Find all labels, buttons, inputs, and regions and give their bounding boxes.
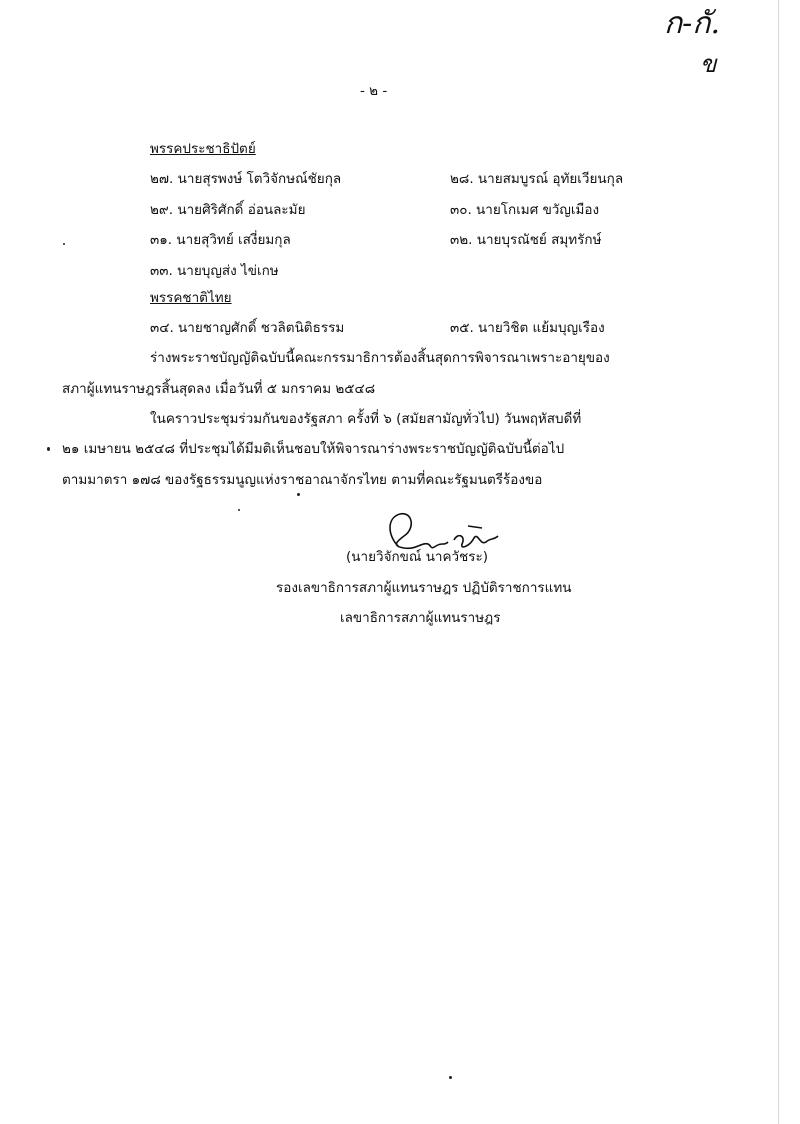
member-entry: ๒๗. นายสุรพงษ์ โตวิจักษณ์ชัยกุล [150,171,342,187]
signatory-name: (นายวิจักขณ์ นาควัชระ) [346,549,489,565]
party-heading-democrat: พรรคประชาธิปัตย์ [150,141,256,157]
scan-speck [47,447,50,451]
party-heading-chart-thai: พรรคชาติไทย [150,290,232,306]
paragraph-line: ตามมาตรา ๑๗๘ ของรัฐธรรมนูญแห่งราชอาณาจักรไทย ตามที่คณะรัฐมนตรีร้องขอ [62,472,543,488]
scan-speck [238,509,240,511]
scan-speck [297,493,300,496]
paragraph-line: ร่างพระราชบัญญัติฉบับนี้คณะกรรมาธิการต้องสิ้นสุดการพิจารณาเพราะอายุของ [150,350,610,366]
member-entry: ๓๓. นายบุญส่ง ไข่เกษ [150,263,279,279]
member-entry: ๓๔. นายชาญศักดิ์ ชวลิตนิติธรรม [150,320,345,336]
scan-speck [63,243,65,245]
member-entry: ๓๕. นายวิชิต แย้มบุญเรือง [450,320,605,336]
handwritten-corner-mark: ก-กั. [664,6,721,41]
scan-edge-line [778,0,779,1124]
member-entry: ๓๐. นายโกเมศ ขวัญเมือง [450,202,600,218]
signatory-title: เลขาธิการสภาผู้แทนราษฎร [340,610,501,626]
scan-speck [449,1076,452,1079]
paragraph-line: สภาผู้แทนราษฎรสิ้นสุดลง เมื่อวันที่ ๕ มกราคม ๒๕๔๘ [62,381,376,397]
member-entry: ๓๑. นายสุวิทย์ เสงี่ยมกุล [150,232,291,248]
handwritten-corner-mark-sub: ข [700,50,717,78]
member-entry: ๓๒. นายบุรณัชย์ สมุทรักษ์ [450,232,602,248]
paragraph-line: ในคราวประชุมร่วมกันของรัฐสภา ครั้งที่ ๖ (สมัยสามัญทั่วไป) วันพฤหัสบดีที่ [150,411,582,427]
member-entry: ๒๘. นายสมบูรณ์ อุทัยเวียนกุล [450,171,624,187]
member-entry: ๒๙. นายศิริศักดิ์ อ่อนละมัย [150,202,306,218]
signatory-title: รองเลขาธิการสภาผู้แทนราษฎร ปฏิบัติราชการแทน [276,580,572,596]
paragraph-line: ๒๑ เมษายน ๒๕๔๘ ที่ประชุมได้มีมติเห็นชอบให้พิจารณาร่างพระราชบัญญัติฉบับนี้ต่อไป [62,441,565,457]
page-number: - ๒ - [360,83,388,99]
